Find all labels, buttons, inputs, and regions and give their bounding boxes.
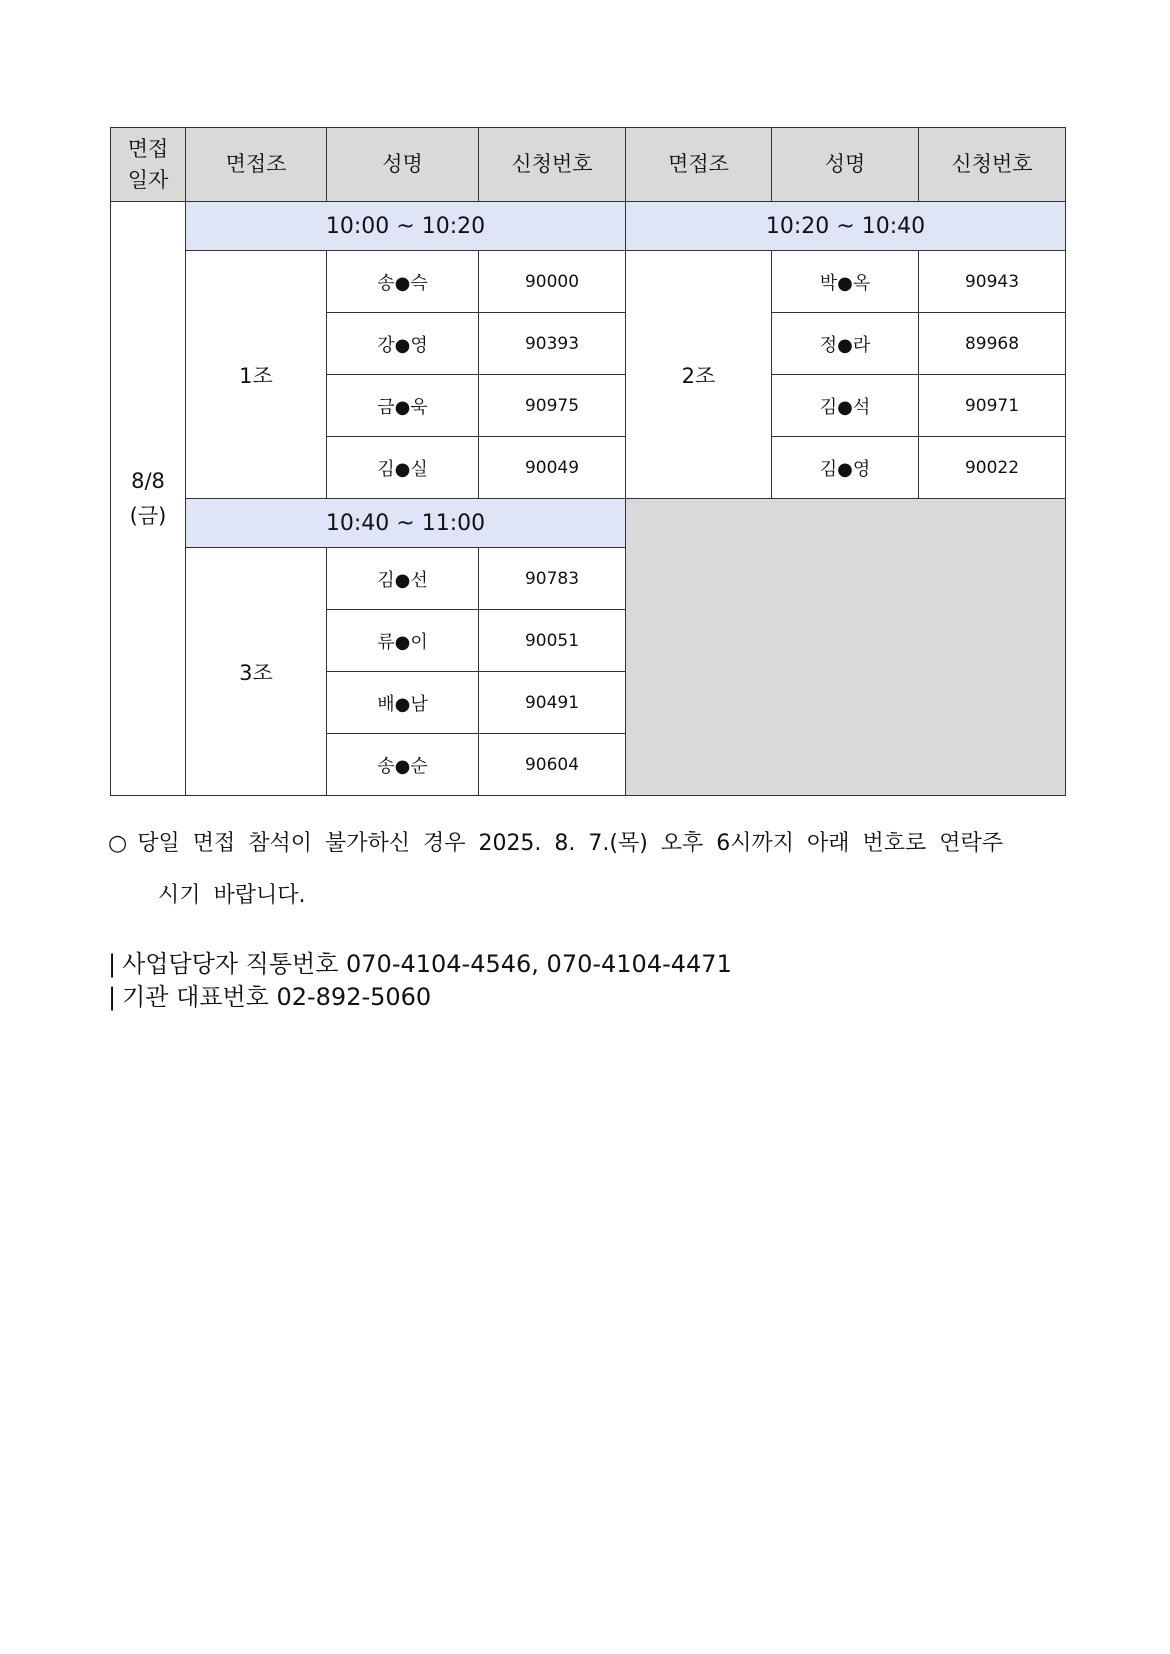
applicant-number: 90943 bbox=[919, 251, 1066, 313]
interview-schedule-table bbox=[110, 127, 1066, 796]
contact-direct-numbers: 사업담당자 직통번호 070-4104-4546, 070-4104-4471 bbox=[122, 950, 732, 978]
applicant-name: 박●옥 bbox=[772, 251, 919, 313]
applicant-number: 90049 bbox=[479, 437, 626, 499]
notice-text-1: 당일 면접 참석이 불가하신 경우 2025. 8. 7.(목) 오후 6시까지 아래 번호로 연락주 bbox=[137, 831, 1004, 856]
applicant-name: 김●실 bbox=[327, 437, 479, 499]
time-slot-2: 10:20 ~ 10:40 bbox=[626, 202, 1066, 251]
applicant-name: 배●남 bbox=[327, 672, 479, 734]
applicant-number: 90051 bbox=[479, 610, 626, 672]
interview-date: 8/8 (금) bbox=[111, 202, 186, 796]
applicant-name: 송●슥 bbox=[327, 251, 479, 313]
header-group-right: 면접조 bbox=[626, 128, 772, 202]
notice-line-1 bbox=[108, 818, 1068, 870]
applicant-number: 89968 bbox=[919, 313, 1066, 375]
group-1: 1조 bbox=[186, 251, 327, 499]
absence-notice bbox=[108, 818, 1068, 922]
contact-main-number: 기관 대표번호 02-892-5060 bbox=[122, 983, 432, 1011]
applicant-name: 송●순 bbox=[327, 734, 479, 796]
contact-info bbox=[108, 948, 732, 1014]
applicant-number: 90971 bbox=[919, 375, 1066, 437]
applicant-number: 90783 bbox=[479, 548, 626, 610]
time-row-1 bbox=[111, 202, 1066, 251]
header-number-right: 신청번호 bbox=[919, 128, 1066, 202]
applicant-number: 90393 bbox=[479, 313, 626, 375]
header-row bbox=[111, 128, 1066, 202]
contact-line-2 bbox=[108, 981, 732, 1014]
header-date: 면접 일자 bbox=[111, 128, 186, 202]
applicant-number: 90491 bbox=[479, 672, 626, 734]
group-3: 3조 bbox=[186, 548, 327, 796]
bar-marker-icon: | bbox=[108, 983, 117, 1011]
applicant-number: 90604 bbox=[479, 734, 626, 796]
applicant-name: 김●선 bbox=[327, 548, 479, 610]
applicant-name: 정●라 bbox=[772, 313, 919, 375]
circle-bullet-icon: ○ bbox=[108, 831, 128, 856]
applicant-number: 90000 bbox=[479, 251, 626, 313]
applicant-name: 김●영 bbox=[772, 437, 919, 499]
header-group-left: 면접조 bbox=[186, 128, 327, 202]
time-slot-1: 10:00 ~ 10:20 bbox=[186, 202, 626, 251]
applicant-name: 금●욱 bbox=[327, 375, 479, 437]
notice-text-2: 시기 바랍니다. bbox=[158, 883, 306, 908]
applicant-name: 강●영 bbox=[327, 313, 479, 375]
applicant-name: 김●석 bbox=[772, 375, 919, 437]
empty-area bbox=[626, 499, 1066, 796]
applicant-number: 90975 bbox=[479, 375, 626, 437]
bar-marker-icon: | bbox=[108, 950, 117, 978]
header-name-left: 성명 bbox=[327, 128, 479, 202]
applicant-number: 90022 bbox=[919, 437, 1066, 499]
header-name-right: 성명 bbox=[772, 128, 919, 202]
header-number-left: 신청번호 bbox=[479, 128, 626, 202]
applicant-name: 류●이 bbox=[327, 610, 479, 672]
group-2: 2조 bbox=[626, 251, 772, 499]
table-row bbox=[111, 251, 1066, 313]
time-slot-3: 10:40 ~ 11:00 bbox=[186, 499, 626, 548]
contact-line-1 bbox=[108, 948, 732, 981]
time-row-2 bbox=[111, 499, 1066, 548]
